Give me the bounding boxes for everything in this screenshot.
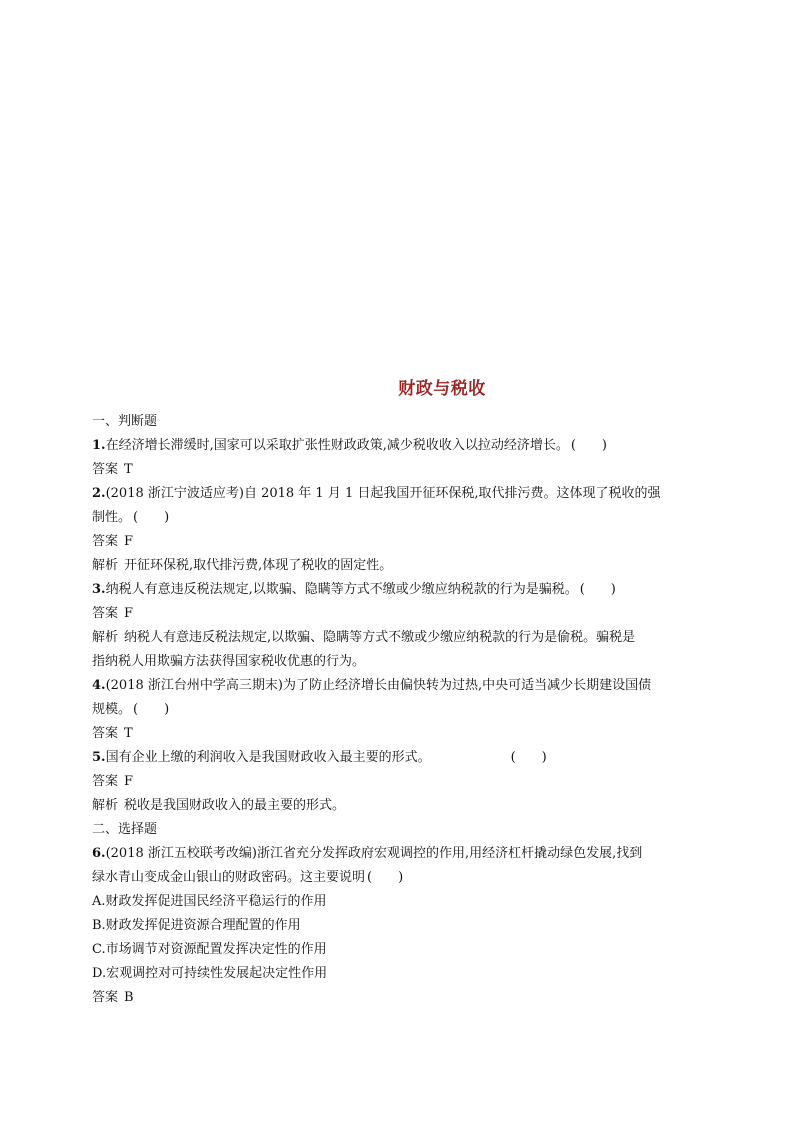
- page-title: 财政与税收: [398, 379, 486, 399]
- question-text: (2018 浙江五校联考改编)浙江省充分发挥政府宏观调控的作用,用经济杠杆撬动绿色发展,找到: [105, 846, 643, 861]
- answer-label: 答案: [92, 606, 119, 621]
- analysis-text: 税收是我国财政收入的最主要的形式。: [124, 798, 346, 813]
- answer-1: [92, 458, 704, 482]
- question-6-line-1: [92, 842, 704, 866]
- question-number: 3.: [92, 582, 106, 597]
- analysis-text: 纳税人有意违反税法规定,以欺骗、隐瞒等方式不缴或少缴应纳税款的行为是偷税。骗税是: [124, 630, 636, 645]
- answer-value: F: [124, 774, 134, 789]
- section-heading-choice: 二、选择题: [92, 822, 158, 837]
- question-text: 国有企业上缴的利润收入是我国财政收入最主要的形式。: [105, 750, 431, 765]
- answer-label: 答案: [92, 990, 119, 1005]
- analysis-2: [92, 554, 704, 578]
- question-4-line-2: [92, 698, 704, 722]
- answer-2: [92, 530, 704, 554]
- section-heading-judgment: 一、判断题: [92, 414, 158, 429]
- question-number: 2.: [92, 486, 106, 501]
- question-text: 规模。: [92, 702, 132, 717]
- question-3: [92, 578, 704, 602]
- question-4-line-1: [92, 674, 704, 698]
- answer-blank: ( ): [133, 702, 170, 717]
- question-text: 制性。: [92, 510, 132, 525]
- question-5: [92, 746, 704, 770]
- question-number: 5.: [92, 750, 106, 765]
- answer-blank: ( ): [367, 870, 404, 885]
- answer-value: F: [124, 534, 134, 549]
- answer-value: F: [124, 606, 134, 621]
- question-number: 4.: [92, 678, 106, 693]
- question-text: 纳税人有意违反税法规定,以欺骗、隐瞒等方式不缴或少缴应纳税款的行为是骗税。: [105, 582, 578, 597]
- question-1: [92, 434, 704, 458]
- answer-blank: ( ): [579, 582, 616, 597]
- analysis-label: 解析: [92, 630, 119, 645]
- option-b: B.财政发挥促进资源合理配置的作用: [92, 918, 301, 933]
- question-number: 6.: [92, 846, 106, 861]
- question-2-line-1: [92, 482, 704, 506]
- analysis-3-line-2: [92, 650, 704, 674]
- analysis-label: 解析: [92, 798, 119, 813]
- option-c: C.市场调节对资源配置发挥决定性的作用: [92, 942, 327, 957]
- analysis-text: 开征环保税,取代排污费,体现了税收的固定性。: [124, 558, 393, 573]
- answer-6: [92, 986, 704, 1010]
- analysis-label: 解析: [92, 558, 119, 573]
- answer-label: 答案: [92, 534, 119, 549]
- analysis-3-line-1: [92, 626, 704, 650]
- answer-value: B: [124, 990, 134, 1005]
- question-text: (2018 浙江宁波适应考)自 2018 年 1 月 1 日起我国开征环保税,取代排污费。这体现了税收的强: [105, 486, 661, 501]
- answer-3: [92, 602, 704, 626]
- answer-value: T: [124, 726, 133, 741]
- question-number: 1.: [92, 438, 106, 453]
- answer-label: 答案: [92, 774, 119, 789]
- question-text: 绿水青山变成金山银山的财政密码。这主要说明: [92, 870, 366, 885]
- analysis-text: 指纳税人用欺骗方法获得国家税收优惠的行为。: [92, 654, 366, 669]
- answer-5: [92, 770, 704, 794]
- answer-blank: ( ): [510, 750, 547, 765]
- question-6-line-2: [92, 866, 704, 890]
- answer-value: T: [124, 462, 133, 477]
- answer-blank: ( ): [133, 510, 170, 525]
- answer-blank: ( ): [570, 438, 607, 453]
- option-d: D.宏观调控对可持续性发展起决定性作用: [92, 966, 328, 981]
- analysis-5: [92, 794, 704, 818]
- option-a: A.财政发挥促进国民经济平稳运行的作用: [92, 894, 327, 909]
- answer-label: 答案: [92, 726, 119, 741]
- answer-label: 答案: [92, 462, 119, 477]
- question-2-line-2: [92, 506, 704, 530]
- question-text: 在经济增长滞缓时,国家可以采取扩张性财政政策,减少税收收入以拉动经济增长。: [105, 438, 569, 453]
- question-text: (2018 浙江台州中学高三期末)为了防止经济增长由偏快转为过热,中央可适当减少长期建设国债: [105, 678, 652, 693]
- document-body: [92, 410, 704, 1010]
- answer-4: [92, 722, 704, 746]
